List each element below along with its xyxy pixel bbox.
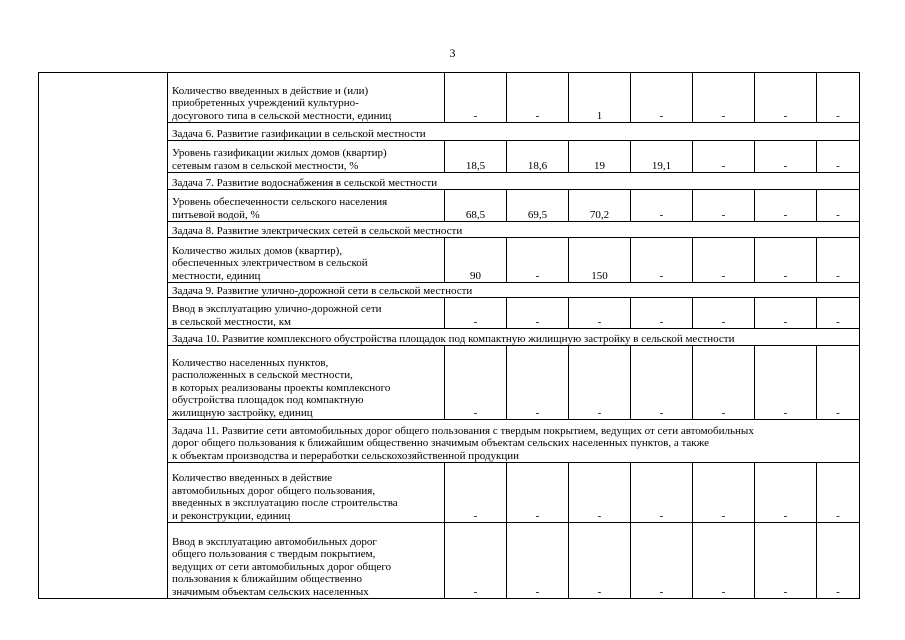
indicator-value: 70,2 bbox=[569, 190, 631, 222]
indicator-value: - bbox=[693, 346, 755, 420]
indicator-name: Количество жилых домов (квартир), обеспеченных электричеством в сельской местности, единиц bbox=[172, 244, 368, 282]
indicator-value: - bbox=[445, 463, 507, 523]
indicators-table bbox=[38, 72, 860, 599]
task-heading bbox=[168, 420, 860, 463]
indicator-value: 68,5 bbox=[445, 190, 507, 222]
indicator-value: - bbox=[631, 238, 693, 283]
indicator-row bbox=[39, 73, 860, 123]
indicator-name: Количество введенных в действие автомобильных дорог общего пользования, введенных в эксплуатацию после строительства и реконструкции, единиц bbox=[172, 472, 398, 522]
indicator-value: - bbox=[755, 73, 817, 123]
indicator-value: - bbox=[817, 463, 860, 523]
indicator-value: - bbox=[755, 238, 817, 283]
task-heading bbox=[168, 283, 860, 298]
indicator-name-cell bbox=[168, 190, 445, 222]
indicator-value: - bbox=[817, 141, 860, 173]
indicator-value: - bbox=[631, 298, 693, 329]
task-heading bbox=[168, 123, 860, 141]
indicator-value: - bbox=[507, 523, 569, 599]
page-number: 3 bbox=[449, 46, 456, 60]
indicator-value: - bbox=[445, 346, 507, 420]
task-heading-text: Задача 9. Развитие улично-дорожной сети в сельской местности bbox=[172, 284, 473, 297]
indicator-value: - bbox=[569, 298, 631, 329]
program-column-cell bbox=[39, 73, 168, 599]
indicator-name-cell bbox=[168, 463, 445, 523]
indicator-name-cell bbox=[168, 346, 445, 420]
indicator-value: - bbox=[507, 298, 569, 329]
indicator-value: - bbox=[507, 238, 569, 283]
indicator-value: - bbox=[569, 346, 631, 420]
indicator-name: Уровень обеспеченности сельского населения питьевой водой, % bbox=[172, 196, 388, 221]
indicator-value: 18,6 bbox=[507, 141, 569, 173]
indicator-value: - bbox=[693, 523, 755, 599]
indicator-value: 69,5 bbox=[507, 190, 569, 222]
indicator-value: - bbox=[755, 190, 817, 222]
indicator-value: - bbox=[445, 523, 507, 599]
indicator-value: - bbox=[631, 523, 693, 599]
indicator-name: Уровень газификации жилых домов (квартир) сетевым газом в сельской местности, % bbox=[172, 147, 387, 172]
task-heading-text: Задача 10. Развитие комплексного обустройства площадок под компактную жилищную застройку в сельской местности bbox=[172, 332, 735, 345]
task-heading-text: Задача 7. Развитие водоснабжения в сельской местности bbox=[172, 176, 438, 189]
indicator-value: - bbox=[693, 238, 755, 283]
task-heading-text: Задача 8. Развитие электрических сетей в сельской местности bbox=[172, 224, 463, 237]
indicator-name: Ввод в эксплуатацию автомобильных дорог общего пользования с твердым покрытием, ведущих от сети автомобильных дорог общего пользования к ближайшим общественно значимым объектам сельских населенных bbox=[172, 535, 392, 598]
indicator-value: - bbox=[755, 346, 817, 420]
indicator-name: Ввод в эксплуатацию улично-дорожной сети в сельской местности, км bbox=[172, 303, 382, 328]
indicator-name-cell bbox=[168, 73, 445, 123]
indicator-value: - bbox=[693, 141, 755, 173]
indicator-value: - bbox=[631, 190, 693, 222]
indicator-value: 19 bbox=[569, 141, 631, 173]
indicator-value: - bbox=[755, 463, 817, 523]
indicator-name-cell bbox=[168, 523, 445, 599]
indicator-value: - bbox=[445, 73, 507, 123]
task-heading-text: Задача 11. Развитие сети автомобильных дорог общего пользования с твердым покрытием, ведущих от сети автомобильных дорог общего пользования к ближайшим общественно значимым объектам сельских населенных пунктов, а также к объектам производства и переработки сельскохозяйственной продукции bbox=[172, 424, 754, 462]
indicator-value: - bbox=[693, 190, 755, 222]
indicator-value: - bbox=[693, 298, 755, 329]
indicator-value: 90 bbox=[445, 238, 507, 283]
indicator-value: - bbox=[507, 463, 569, 523]
indicator-value: - bbox=[693, 73, 755, 123]
indicator-value: - bbox=[755, 523, 817, 599]
task-heading bbox=[168, 173, 860, 190]
indicator-value: - bbox=[755, 141, 817, 173]
indicator-value: - bbox=[817, 73, 860, 123]
indicator-value: - bbox=[817, 523, 860, 599]
indicator-value: - bbox=[817, 298, 860, 329]
indicator-value: - bbox=[817, 238, 860, 283]
indicator-value: - bbox=[569, 463, 631, 523]
indicator-value: - bbox=[569, 523, 631, 599]
indicator-value: - bbox=[507, 73, 569, 123]
indicator-value: 1 bbox=[569, 73, 631, 123]
indicator-name-cell bbox=[168, 238, 445, 283]
indicator-value: - bbox=[631, 346, 693, 420]
indicator-value: - bbox=[507, 346, 569, 420]
indicator-value: 18,5 bbox=[445, 141, 507, 173]
indicator-name: Количество введенных в действие и (или) приобретенных учреждений культурно- досугового типа в сельской местности, единиц bbox=[172, 84, 392, 122]
task-heading bbox=[168, 222, 860, 238]
indicator-value: - bbox=[817, 346, 860, 420]
indicator-value: - bbox=[817, 190, 860, 222]
indicator-value: - bbox=[755, 298, 817, 329]
indicator-value: 150 bbox=[569, 238, 631, 283]
indicator-name-cell bbox=[168, 141, 445, 173]
indicator-name: Количество населенных пунктов, расположенных в сельской местности, в которых реализованы проекты комплексного обустройства площадок под компактную жилищную застройку, единиц bbox=[172, 356, 391, 419]
task-heading bbox=[168, 329, 860, 346]
indicator-value: - bbox=[631, 463, 693, 523]
indicator-name-cell bbox=[168, 298, 445, 329]
indicator-value: 19,1 bbox=[631, 141, 693, 173]
indicator-value: - bbox=[445, 298, 507, 329]
indicator-value: - bbox=[693, 463, 755, 523]
indicator-value: - bbox=[631, 73, 693, 123]
task-heading-text: Задача 6. Развитие газификации в сельской местности bbox=[172, 127, 426, 140]
